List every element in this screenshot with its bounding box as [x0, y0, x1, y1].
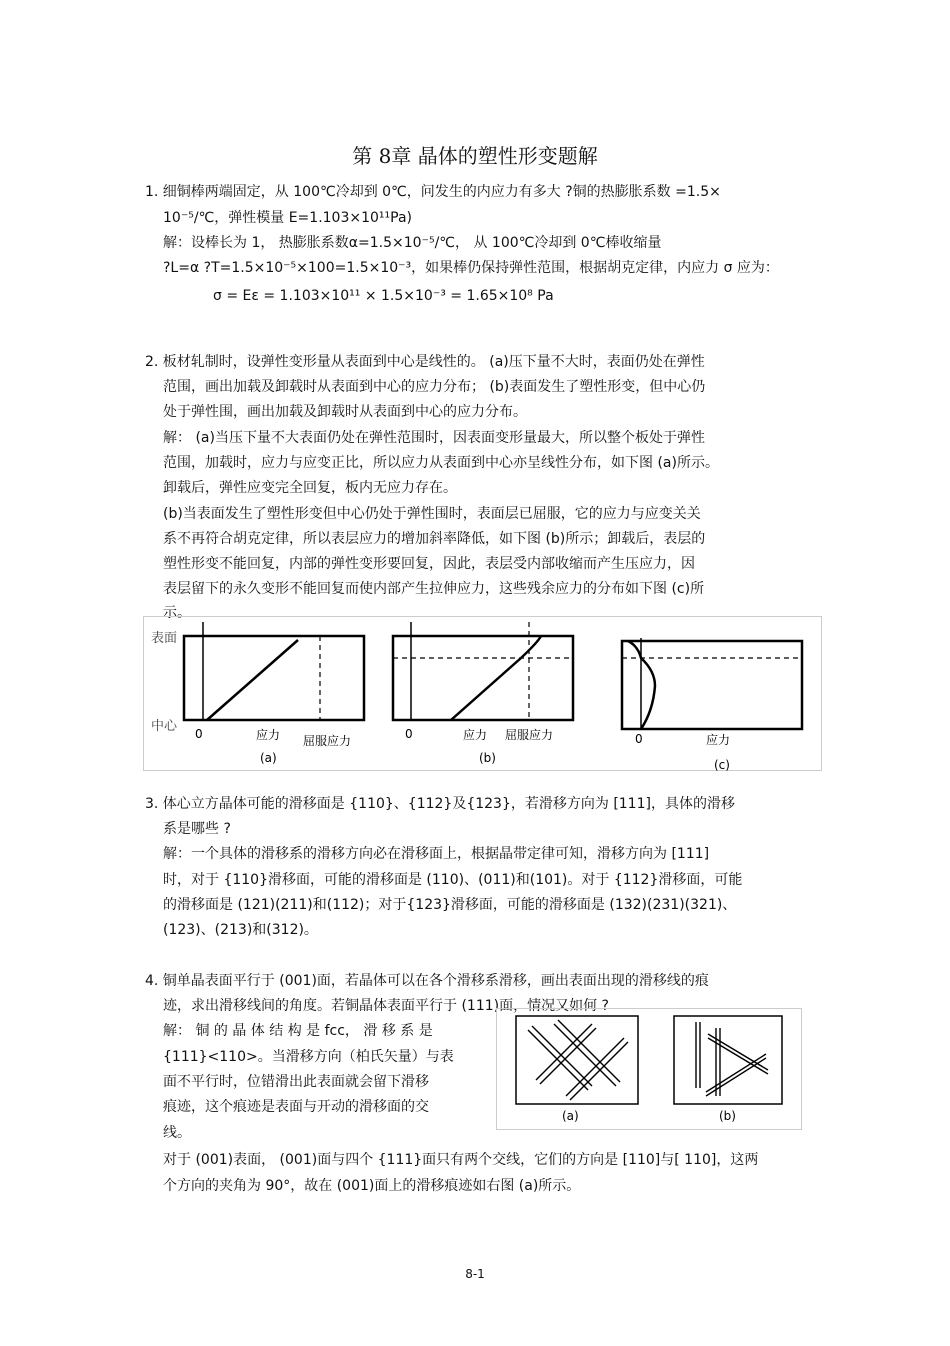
- slip-trace-figure: [496, 1008, 802, 1130]
- text-line: 2. 板材轧制时，设弹性变形量从表面到中心是线性的。 (a)压下量不大时，表面仍处在弹性: [145, 354, 705, 370]
- panel-a-caption: (a): [260, 751, 277, 765]
- panel-b-zero: 0: [405, 727, 413, 741]
- panel-a-plate: [184, 636, 364, 720]
- panel-b-surface: [674, 1016, 782, 1104]
- text-line: 10⁻⁵/℃，弹性模量 E=1.103×10¹¹Pa): [163, 210, 412, 226]
- text-line: 个方向的夹角为 90°，故在 (001)面上的滑移痕迹如右图 (a)所示。: [163, 1178, 581, 1194]
- text-line: 系是哪些 ?: [163, 821, 231, 837]
- panel-c-caption: (c): [714, 758, 730, 772]
- text-line: 范围，画出加载及卸载时从表面到中心的应力分布； (b)表面发生了塑性形变，但中心仍: [163, 379, 706, 395]
- text-line: 痕迹，这个痕迹是表面与开动的滑移面的交: [163, 1099, 429, 1115]
- text-line: 范围，加载时，应力与应变正比，所以应力从表面到中心亦呈线性分布，如下图 (a)所示。: [163, 455, 719, 471]
- panel-a-zero: 0: [195, 727, 203, 741]
- text-line: 示。: [163, 605, 191, 621]
- center-label: 中心: [151, 719, 178, 734]
- page-number: 8-1: [465, 1267, 485, 1281]
- text-line: 时，对于 {110}滑移面，可能的滑移面是 (110)、(011)和(101)。对于 {112}滑移面，可能: [163, 872, 743, 888]
- text-line: (b)当表面发生了塑性形变但中心仍处于弹性围时，表面层已屈服，它的应力与应变关关: [163, 506, 701, 522]
- panel-b-stress-curve: [451, 636, 541, 720]
- panel-b-yield-label: 屈服应力: [505, 728, 554, 742]
- text-line: (123)、(213)和(312)。: [163, 922, 318, 938]
- text-line: 4. 铜单晶表面平行于 (001)面，若晶体可以在各个滑移系滑移，画出表面出现的滑移线的痕: [145, 973, 709, 989]
- equation: σ = Eε = 1.103×10¹¹ × 1.5×10⁻³ = 1.65×10⁸ Pa: [213, 288, 554, 304]
- text-line: 解： (a)当压下量不大表面仍处在弹性范围时，因表面变形量最大，所以整个板处于弹性: [163, 430, 705, 446]
- text-line: 卸载后，弹性应变完全回复，板内无应力存在。: [163, 480, 457, 496]
- panel-c-stress-label: 应力: [706, 733, 731, 747]
- surface-label: 表面: [151, 631, 178, 646]
- panel-b-caption: (b): [719, 1109, 736, 1123]
- text-line: 解：设棒长为 1， 热膨胀系数α=1.5×10⁻⁵/℃， 从 100℃冷却到 0℃棒收缩量: [163, 235, 662, 251]
- figure-frame: [497, 1009, 802, 1130]
- text-line: 塑性形变不能回复，内部的弹性变形要回复，因此，表层受内部收缩而产生压应力，因: [163, 556, 695, 572]
- panel-a-stress-label: 应力: [256, 728, 281, 742]
- text-line: {111}<110>。当滑移方向（柏氏矢量）与表: [163, 1049, 454, 1065]
- text-line: 解：一个具体的滑移系的滑移方向必在滑移面上，根据晶带定律可知，滑移方向为 [111]: [163, 846, 710, 862]
- panel-a-slip-traces: [528, 1020, 628, 1100]
- text-line: 系不再符合胡克定律，所以表层应力的增加斜率降低，如下图 (b)所示；卸载后，表层的: [163, 531, 706, 547]
- text-line: 表层留下的永久变形不能回复而使内部产生拉伸应力，这些残余应力的分布如下图 (c)所: [163, 581, 705, 597]
- text-line: 处于弹性围，画出加载及卸载时从表面到中心的应力分布。: [163, 404, 527, 420]
- panel-b-stress-label: 应力: [463, 728, 488, 742]
- text-line: 面不平行时，位错滑出此表面就会留下滑移: [163, 1074, 429, 1090]
- text-line: 对于 (001)表面， (001)面与四个 {111}面只有两个交线，它们的方向是 [110]与[ 110]，这两: [163, 1152, 759, 1168]
- text-line: 1. 细铜棒两端固定，从 100℃冷却到 0℃，问发生的内应力有多大 ?铜的热膨胀系数 =1.5×: [145, 184, 721, 200]
- panel-a-stress-line: [207, 640, 298, 720]
- panel-b-slip-traces: [696, 1022, 768, 1096]
- text-line: 线。: [163, 1125, 191, 1141]
- panel-b-caption: (b): [479, 751, 496, 765]
- page-title: 第 8章 晶体的塑性形变题解: [352, 144, 598, 168]
- panel-b-plate: [393, 636, 573, 720]
- panel-a-yield-label: 屈服应力: [303, 734, 352, 748]
- text-line: 迹，求出滑移线间的角度。若铜晶体表面平行于 (111)面，情况又如何 ?: [163, 998, 609, 1014]
- text-line: 解： 铜 的 晶 体 结 构 是 fcc， 滑 移 系 是: [163, 1023, 433, 1039]
- text-line: 的滑移面是 (121)(211)和(112)；对于{123}滑移面，可能的滑移面是 (132)(231)(321)、: [163, 897, 737, 913]
- panel-c-zero: 0: [635, 732, 643, 746]
- panel-a-caption: (a): [562, 1109, 579, 1123]
- text-line: 3. 体心立方晶体可能的滑移面是 {110}、{112}及{123}，若滑移方向为 [111]，具体的滑移: [145, 796, 735, 812]
- text-line: ?L=α ?T=1.5×10⁻⁵×100=1.5×10⁻³，如果棒仍保持弹性范围，根据胡克定律，内应力 σ 应为：: [163, 260, 779, 276]
- stress-distribution-figure: [143, 616, 823, 772]
